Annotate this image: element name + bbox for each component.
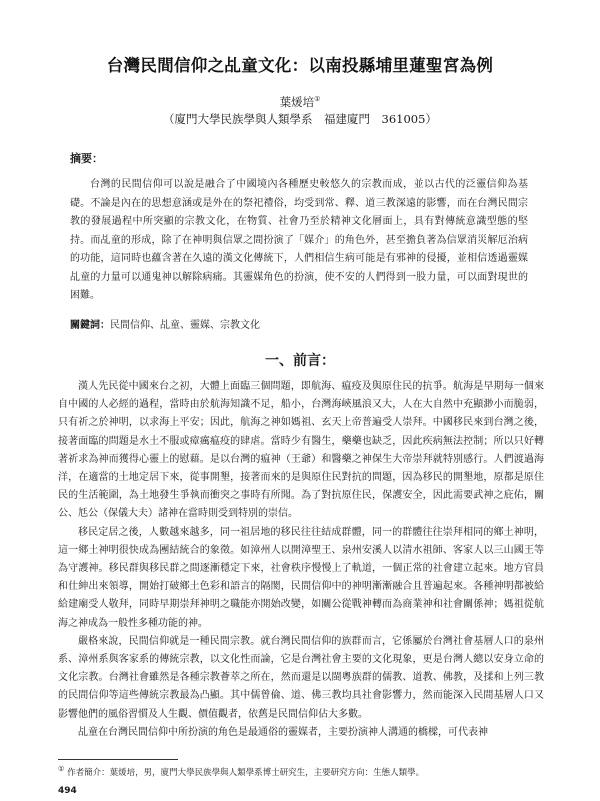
body-text [58,378,544,742]
keywords-label: 關鍵詞： [70,320,110,331]
keywords-text: 民間信仰、乩童、靈媒、宗教文化 [110,320,260,331]
abstract-text: 台灣的民間信仰可以說是融合了中國境內各種歷史較悠久的宗教而成，並以古代的泛靈信仰為基礎。不論是內在的思想意涵或是外在的祭祀禮俗，均受到常、釋、道三教深遠的影響，而在台灣民間宗教的發展過程中所突顯的宗教文化，在物質、社會乃至於精神文化層面上，具有對傳統意識型態的堅持。而乩童的形成，除了在神明與信眾之間扮演了「媒介」的角色外，甚至擔負著為信眾消災解厄治病的功能，這同時也蘊含著在久遠的漢文化傳統下，人們相信生病可能是有邪神的侵擾，並相信透過靈媒乩童的力量可以通鬼神以解除病痛。其靈媒角色的扮演，使不安的人們得到一股力量，可以面對現世的困難。 [70,179,528,301]
footnote-text: 作者簡介：葉煖培，男，廈門大學民族學與人類學系博士研究生，主要研究方向：生態人類學。 [67,767,425,778]
author-affiliation: （廈門大學民族學與人類學系 福建廈門 361005） [163,112,437,126]
author-footnote-marker: ① [314,95,321,104]
body-paragraph: 嚴格來說，民間信仰就是一種民間宗教。就台灣民間信仰的族群而言，它係屬於台灣社會基層人口的泉州系、漳州系與客家系的傳統宗教，以文化性而論，它是台灣社會主要的文化現象，更是台灣人總以安身立命的文化宗教。台灣社會雖然是各種宗教薈萃之所在，然而還是以閩粵族群的儒教、道教、佛教，及揉和上列三教的民間信仰等這些傳統宗教最為凸顯。其中儒曾倫、道、佛三教均具社會影響力，然而能深入民間基層人口又影響他們的風俗習慣及人生觀、價值觀者，依舊是民間信仰佔大多數。 [58,635,544,720]
paper-title: 台灣民間信仰之乩童文化：以南投縣埔里蓮聖宮為例 [106,56,494,75]
keywords [70,316,260,331]
body-paragraph: 乩童在台灣民間信仰中所扮演的角色是最通俗的靈媒者，主要扮演神人溝通的橋樑，可代表神 [78,726,488,738]
author-line [0,94,600,110]
author-name: 葉煖培 [279,95,315,109]
body-paragraph: 漢人先民從中國來台之初，大體上面臨三個問題，即航海、瘟疫及與原住民的抗爭。航海是早期每一個來自中國的人必經的過程，當時由於航海知識不足，船小，台灣海峽風浪又大，人在大自然中充顯渺小而脆弱，只有祈之於神明，以求海上平安；因此，航海之神如媽祖、玄天上帝普遍受人崇拜。中國移民來到台灣之後，接著面臨的問題是水土不服或瘴癘瘟疫的肆虐。當時少有醫生，藥藥也缺乏，因此疾病無法控制；所以只好轉著祈求為神而獲得心靈上的慰藉。是以台灣的瘟神（王爺）和醫藥之神保生大帝崇拜就特別感行。人們渡過海洋，在適當的土地定居下來，從事開墾，接著而來的是與原住民對抗的問題，因為移民的開墾地，原都是原住民的生活範圍，為土地發生爭執而衝突之事時有所聞。為了對抗原住民，保護安全，因此需要武神之庇佑，關公、尪公（保儀大夫）諸神在當時則受到特別的崇信。 [58,381,544,520]
footnote [58,764,424,778]
body-paragraph: 移民定居之後，人數越來越多，同一祖居地的移民往往結成群體，同一的群體往往崇拜相同的鄉土神明，這一鄉土神明很快成為團結統合的象徵。如漳州人以開漳聖王、泉州安溪人以清水祖師、客家人以三山國王等為守護神。移民群與移民群之間逐漸穩定下來，社會秩序慢慢上了軌道，一個正常的社會建立起來。地方官員和仕紳出來領導，開始打破鄉土色彩和語言的隔閡，民間信仰中的神明漸漸融合且普遍起來。各種神明都被給給建廟受人敬拜，同時早期崇拜神明之職能亦開始改變，如關公從戰神轉而為商業神和社會關係神；媽祖從航海之神成為一般性多種功能的神。 [58,526,544,629]
section-heading: 一、前言： [265,353,335,369]
abstract-label: 摘要： [70,152,103,165]
footnote-marker: ① [58,764,65,773]
footnote-divider [58,759,178,760]
page-number: 494 [58,786,77,796]
